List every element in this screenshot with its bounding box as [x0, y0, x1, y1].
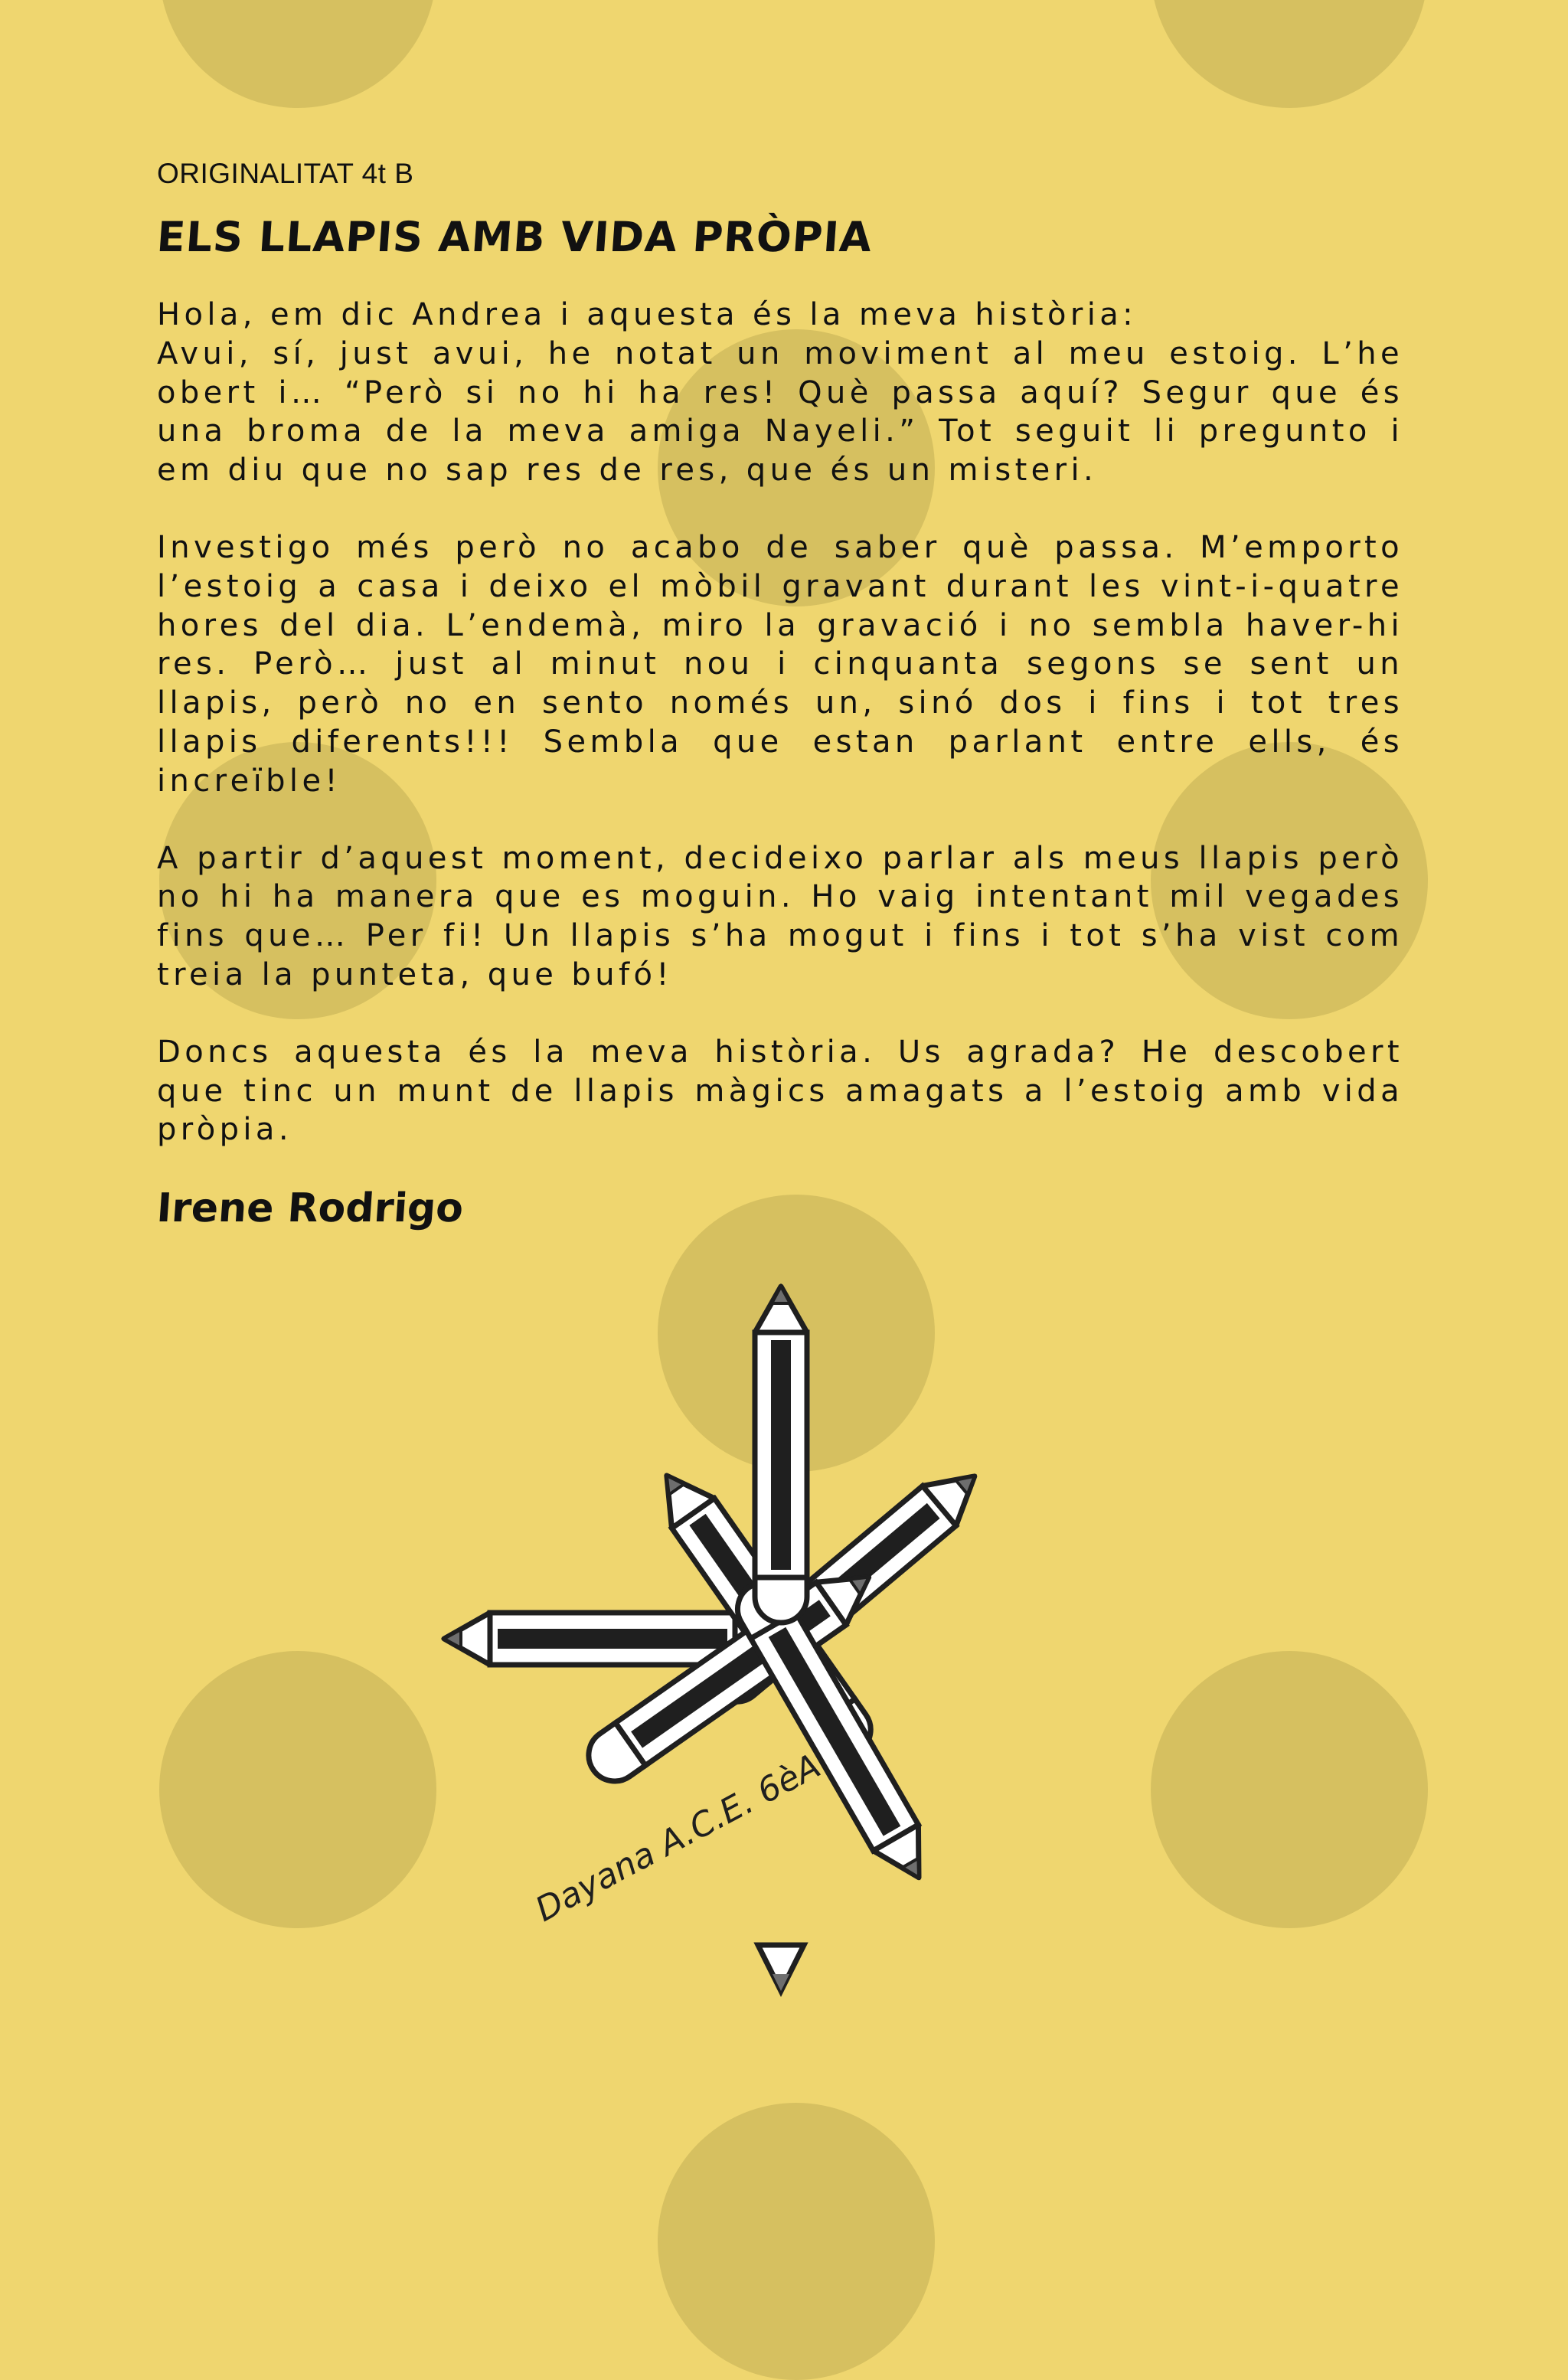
article-body — [157, 296, 1403, 1149]
section-kicker: ORIGINALITAT 4t B — [157, 158, 414, 189]
background-dot — [159, 0, 436, 108]
background-dot — [658, 2103, 935, 2380]
paragraph: Hola, em dic Andrea i aquesta és la meva història: Avui, sí, just avui, he notat un moviment al meu estoig. L’he obert i… “Però si no hi ha res! Què passa aquí? Segur que és una broma de la meva amiga Nayeli.” Tot seguit li pregunto i em diu que no sap res de res, que és un misteri. — [157, 297, 1403, 489]
author-name: Irene Rodrigo — [155, 1185, 466, 1231]
illustration-signature: Dayana A.C.E. 6èA — [529, 1746, 828, 1930]
background-dot — [1151, 1651, 1428, 1928]
background-dot — [1151, 0, 1428, 108]
paragraph: Investigo més però no acabo de saber què passa. M’emporto l’estoig a casa i deixo el mòbil gravant durant les vint-i-quatre hores del dia. L’endemà, miro la gravació i no sembla haver-hi res. Però… just al minut nou i cinquanta segons se sent un llapis, però no en sento només un, sinó dos i fins i tot tres llapis diferents!!! Sembla que estan parlant entre ells, és increïble! — [157, 529, 1403, 799]
pencils-star-illustration — [429, 1256, 1133, 2022]
article-title: ELS LLAPIS AMB VIDA PRÒPIA — [155, 213, 874, 261]
paragraph: Doncs aquesta és la meva història. Us agrada? He descobert que tinc un munt de llapis màgics amagats a l’estoig amb vida pròpia. — [157, 1034, 1403, 1148]
background-dot — [159, 1651, 436, 1928]
paragraph: A partir d’aquest moment, decideixo parlar als meus llapis però no hi ha manera que es moguin. Ho vaig intentant mil vegades fins que… Per fi! Un llapis s’ha mogut i fins i tot s’ha vist com treia la punteta, que bufó! — [157, 840, 1403, 992]
